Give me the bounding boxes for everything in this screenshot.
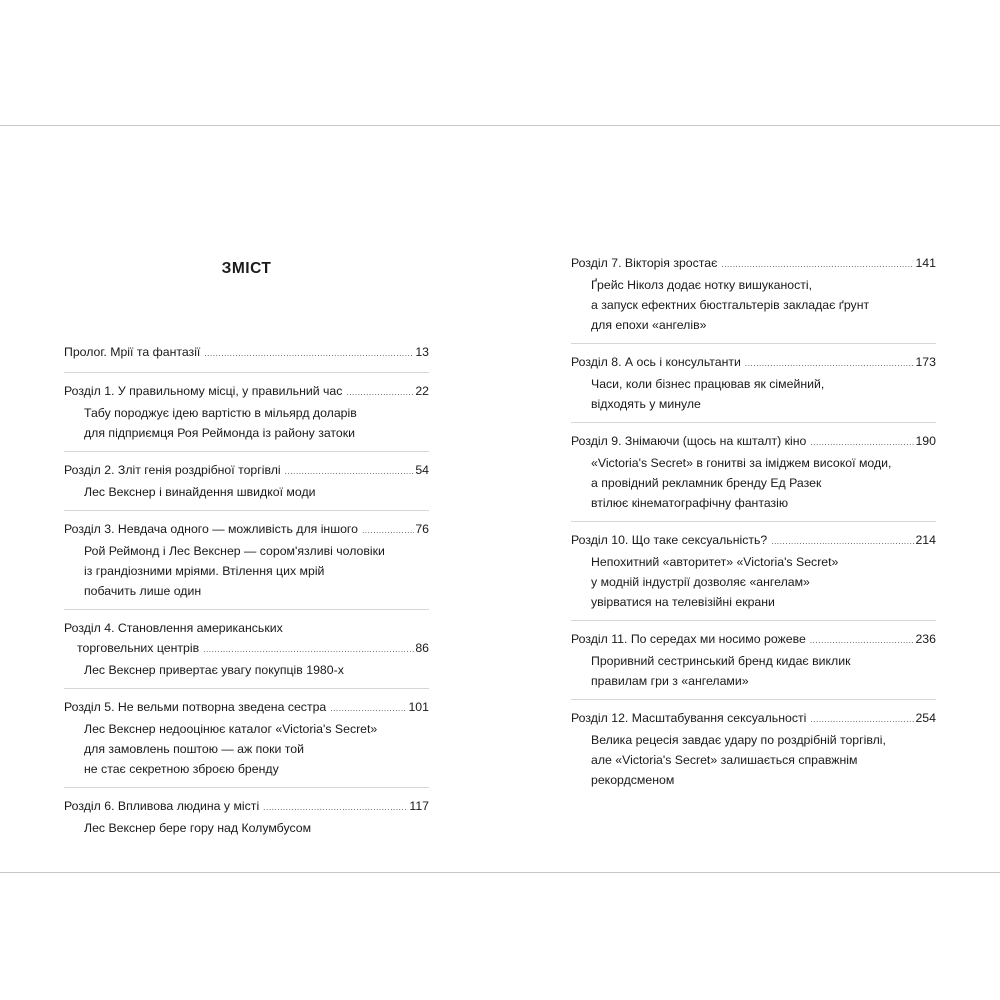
description-line: Лес Векснер і винайдення швидкої моди	[84, 485, 316, 499]
toc-entry-head	[571, 431, 936, 453]
description-line: Непохитний «авторитет» «Victoria's Secret»	[591, 555, 839, 569]
toc-entry-page: 173	[915, 355, 936, 369]
toc-entry-description	[64, 818, 429, 838]
description-line: не стає секретною зброєю бренду	[84, 762, 279, 776]
toc-entry-head	[64, 697, 429, 719]
leader-dots	[745, 354, 915, 374]
toc-entry-head	[64, 796, 429, 818]
description-line: Лес Векснер бере гору над Колумбусом	[84, 821, 312, 835]
toc-entry-title: Розділ 5. Не вельми потворна зведена сестра	[64, 700, 327, 714]
toc-entry-page: 22	[415, 384, 429, 398]
toc-entry-description	[64, 719, 429, 779]
toc-entry	[64, 510, 429, 601]
toc-entry-description	[64, 541, 429, 601]
toc-entry-description	[571, 730, 936, 790]
toc-entry-title: Розділ 12. Масштабування сексуальності	[571, 711, 807, 725]
leader-dots	[204, 344, 414, 364]
leader-dots	[771, 532, 914, 552]
toc-entry	[64, 372, 429, 443]
toc-entry-page: 236	[915, 632, 936, 646]
toc-entry-head	[64, 638, 429, 660]
description-line: побачить лише один	[84, 584, 202, 598]
leader-dots	[203, 640, 414, 660]
toc-entry	[571, 521, 936, 612]
leader-dots	[810, 710, 914, 730]
toc-entry-page: 76	[415, 522, 429, 536]
description-line: для епохи «ангелів»	[591, 318, 707, 332]
toc-entry-head	[571, 708, 936, 730]
toc-entry-page: 214	[915, 533, 936, 547]
contents-heading: ЗМІСТ	[221, 260, 272, 277]
description-line: Лес Векснер недооцінює каталог «Victoria's Secret»	[84, 722, 378, 736]
toc-right-column	[571, 253, 936, 790]
toc-entry	[571, 620, 936, 691]
toc-entry-title: Розділ 6. Впливова людина у місті	[64, 799, 260, 813]
toc-entry	[64, 451, 429, 502]
toc-entry-head	[64, 519, 429, 541]
leader-dots	[263, 798, 408, 818]
toc-entry	[64, 342, 429, 364]
description-line: але «Victoria's Secret» залишається справжнім	[591, 753, 858, 767]
toc-entry	[571, 343, 936, 414]
leader-dots	[285, 462, 415, 482]
description-line: Велика рецесія завдає удару по роздрібній торгівлі,	[591, 733, 886, 747]
toc-entry-title: Розділ 10. Що таке сексуальність?	[571, 533, 768, 547]
toc-entry-description	[571, 275, 936, 335]
toc-entry	[64, 787, 429, 838]
leader-dots	[721, 255, 914, 275]
description-line: Ґрейс Ніколз додає нотку вишуканості,	[591, 278, 813, 292]
toc-entry-page: 13	[415, 345, 429, 359]
leader-dots	[330, 699, 407, 719]
toc-entry-title: Розділ 8. А ось і консультанти	[571, 355, 741, 369]
toc-entry-page: 86	[415, 641, 429, 655]
description-line: увірватися на телевізійні екрани	[591, 595, 775, 609]
toc-entry-head	[64, 381, 429, 403]
description-line: рекордсменом	[591, 773, 675, 787]
toc-entry-page: 141	[915, 256, 936, 270]
toc-entry-page: 254	[915, 711, 936, 725]
description-line: втілює кінематографічну фантазію	[591, 496, 789, 510]
description-line: Проривний сестринський бренд кидає виклик	[591, 654, 851, 668]
toc-entry-page: 117	[409, 799, 429, 813]
leader-dots	[810, 631, 915, 651]
toc-entry-description	[571, 651, 936, 691]
toc-entry-page: 101	[408, 700, 429, 714]
toc-entry-title-continued: торговельних центрів	[77, 641, 200, 655]
toc-entry-title: Розділ 3. Невдача одного — можливість для іншого	[64, 522, 358, 536]
description-line: а провідний рекламник бренду Ед Разек	[591, 476, 822, 490]
description-line: Часи, коли бізнес працював як сімейний,	[591, 377, 825, 391]
description-line: із грандіозними мріями. Втілення цих мрій	[84, 564, 325, 578]
description-line: «Victoria's Secret» в гонитві за іміджем високої моди,	[591, 456, 892, 470]
toc-entry-head	[571, 530, 936, 552]
description-line: відходять у минуле	[591, 397, 701, 411]
leader-dots	[362, 521, 414, 541]
toc-entry	[64, 688, 429, 779]
description-line: правилам гри з «ангелами»	[591, 674, 749, 688]
description-line: для підприємця Роя Реймонда із району затоки	[84, 426, 355, 440]
toc-entry-title: Розділ 1. У правильному місці, у правильний час	[64, 384, 343, 398]
toc-entry-description	[571, 453, 936, 513]
toc-entry-description	[571, 552, 936, 612]
leader-dots	[810, 433, 914, 453]
toc-entry	[571, 422, 936, 513]
toc-entry-title: Розділ 9. Знімаючи (щось на кшталт) кіно	[571, 434, 807, 448]
toc-entry-title: Розділ 11. По середах ми носимо рожеве	[571, 632, 806, 646]
toc-entry-head	[571, 253, 936, 275]
toc-entry-head	[64, 618, 429, 638]
toc-entry-head	[64, 342, 429, 364]
toc-entry-title: Розділ 7. Вікторія зростає	[571, 256, 718, 270]
toc-entry-description	[64, 482, 429, 502]
toc-entry-page: 54	[415, 463, 429, 477]
description-line: у модній індустрії дозволяє «ангелам»	[591, 575, 810, 589]
description-line: Лес Векснер привертає увагу покупців 1980-х	[84, 663, 344, 677]
toc-entry-head	[571, 352, 936, 374]
toc-entry-head	[571, 629, 936, 651]
leader-dots	[346, 383, 414, 403]
toc-entry	[571, 699, 936, 790]
toc-entry-description	[64, 660, 429, 680]
toc-entry-description	[64, 403, 429, 443]
toc-entry-title: Розділ 4. Становлення американських	[64, 621, 283, 635]
description-line: Табу породжує ідею вартістю в мільярд доларів	[84, 406, 357, 420]
toc-entry-head	[64, 460, 429, 482]
toc-left-column	[64, 342, 429, 838]
description-line: для замовлень поштою — аж поки той	[84, 742, 304, 756]
description-line: а запуск ефектних бюстгальтерів закладає ґрунт	[591, 298, 870, 312]
toc-entry	[64, 609, 429, 680]
toc-entry-title: Пролог. Мрії та фантазії	[64, 345, 201, 359]
toc-entry-page: 190	[915, 434, 936, 448]
toc-entry-title: Розділ 2. Зліт генія роздрібної торгівлі	[64, 463, 281, 477]
description-line: Рой Реймонд і Лес Векснер — сором'язливі чоловіки	[84, 544, 385, 558]
toc-entry-description	[571, 374, 936, 414]
toc-entry	[571, 253, 936, 335]
